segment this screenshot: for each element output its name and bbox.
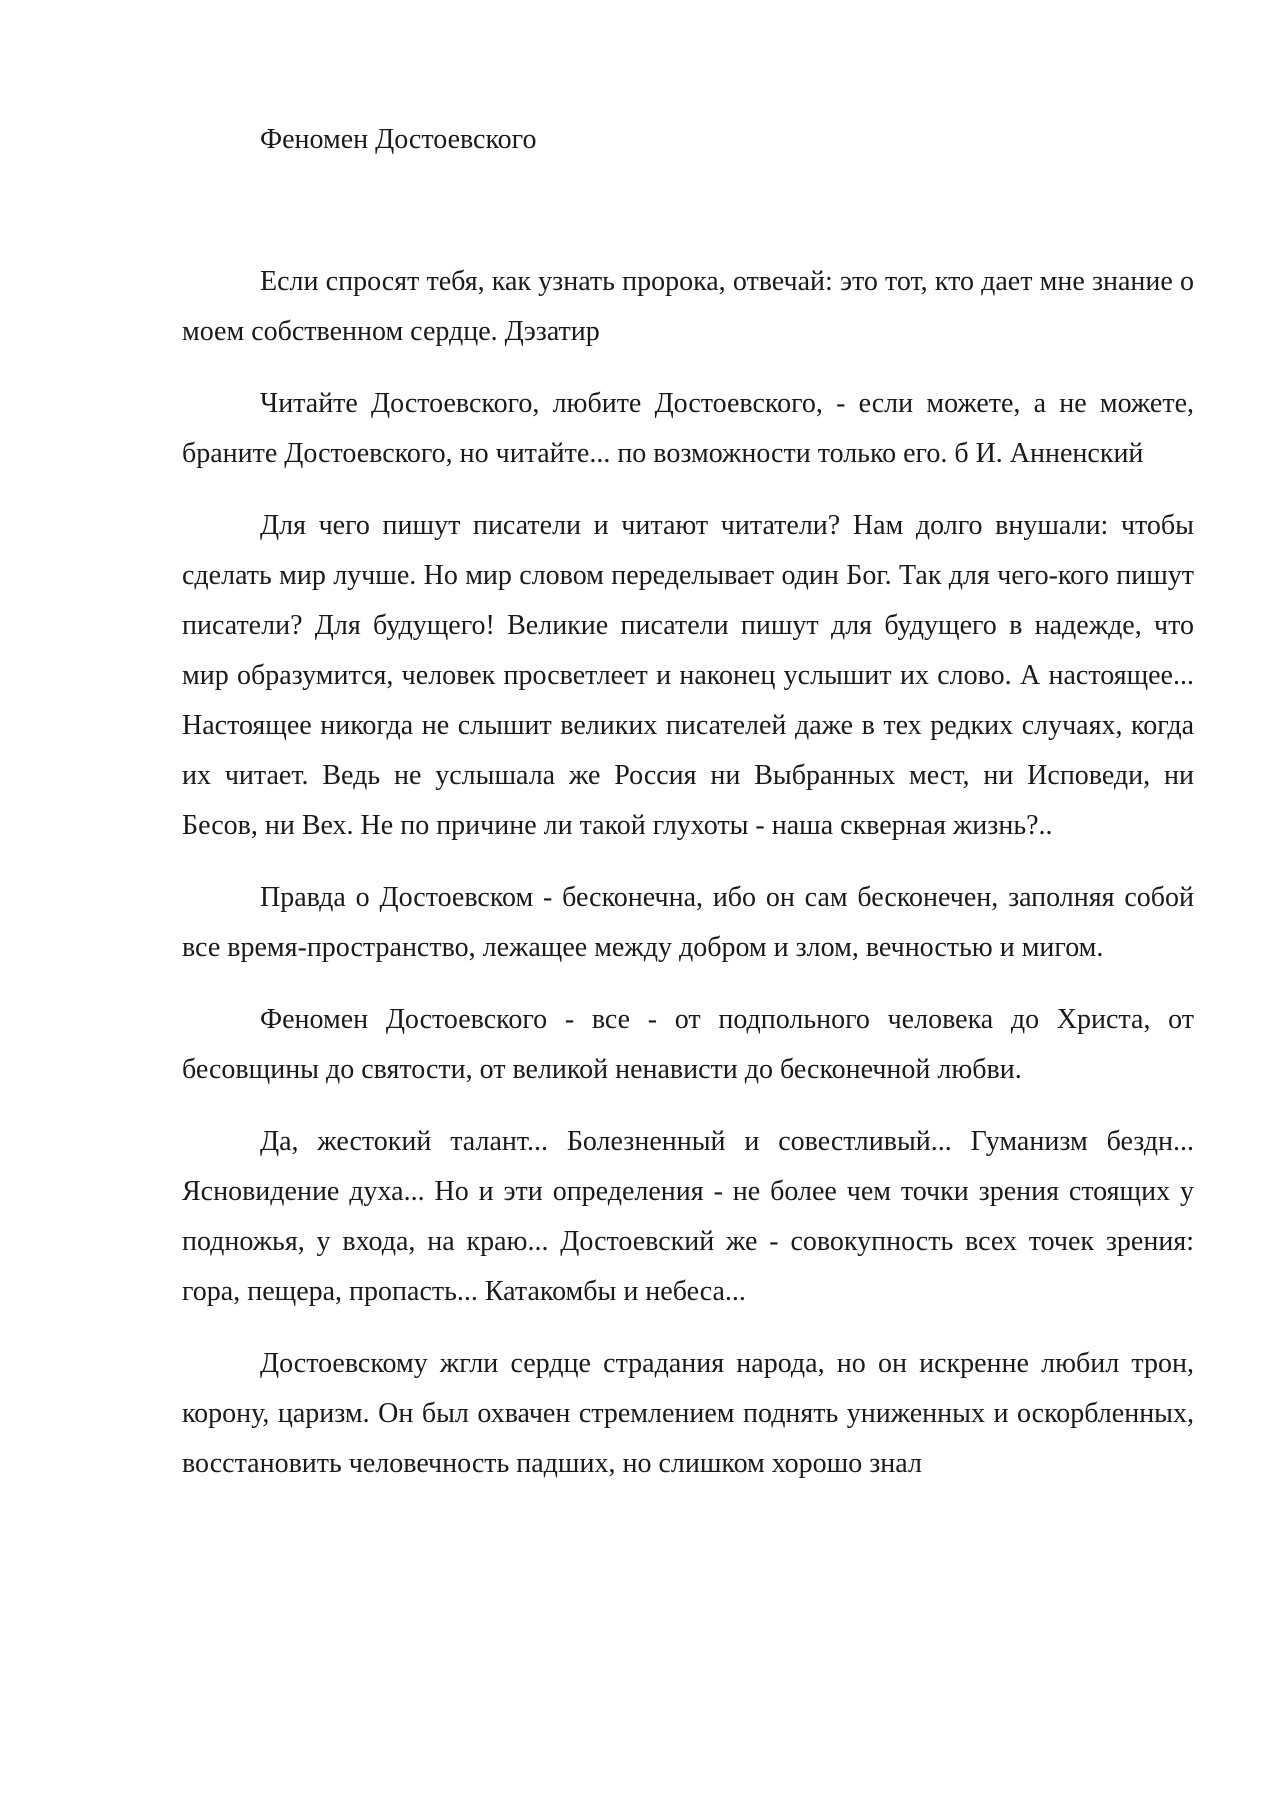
title-spacer bbox=[182, 165, 1194, 257]
paragraph-writers: Для чего пишут писатели и читают читатели? Нам долго внушали: чтобы сделать мир лучше. Но мир словом переделывает один Бог. Так для чего-кого пишут писатели? Для будущего! Великие писатели пишут для будущего в надежде, что мир образумится, человек просветлеет и наконец услышит их слово. А настоящее... Настоящее никогда не слышит великих писателей даже в тех редких случаях, когда их читает. Ведь не услышала же Россия ни Выбранных мест, ни Исповеди, ни Бесов, ни Вех. Не по причине ли такой глухоты - наша скверная жизнь?.. bbox=[182, 510, 1194, 841]
document-body bbox=[182, 115, 1194, 1489]
epigraph-annensky: Читайте Достоевского, любите Достоевского, - если можете, а не можете, браните Достоевского, но читайте... по возможности только его. б И. Анненский bbox=[182, 388, 1194, 469]
paragraph-phenomenon: Феномен Достоевского - все - от подпольного человека до Христа, от бесовщины до святости, от великой ненависти до бесконечной любви. bbox=[182, 1004, 1194, 1085]
document-title: Феномен Достоевского bbox=[260, 124, 537, 155]
paragraph-truth: Правда о Достоевском - бесконечна, ибо он сам бесконечен, заполняя собой все время-пространство, лежащее между добром и злом, вечностью и мигом. bbox=[182, 882, 1194, 963]
epigraph-dezatir: Если спросят тебя, как узнать пророка, отвечай: это тот, кто дает мне знание о моем собственном сердце. Дэзатир bbox=[182, 266, 1194, 347]
paragraph-suffering: Достоевскому жгли сердце страдания народа, но он искренне любил трон, корону, царизм. Он был охвачен стремлением поднять униженных и оскорбленных, восстановить человечность падших, но слишком хорошо знал bbox=[182, 1348, 1194, 1479]
paragraph-talent: Да, жестокий талант... Болезненный и совестливый... Гуманизм бездн... Ясновидение духа... Но и эти определения - не более чем точки зрения стоящих у подножья, у входа, на краю... Достоевский же - совокупность всех точек зрения: гора, пещера, пропасть... Катакомбы и небеса... bbox=[182, 1126, 1194, 1307]
